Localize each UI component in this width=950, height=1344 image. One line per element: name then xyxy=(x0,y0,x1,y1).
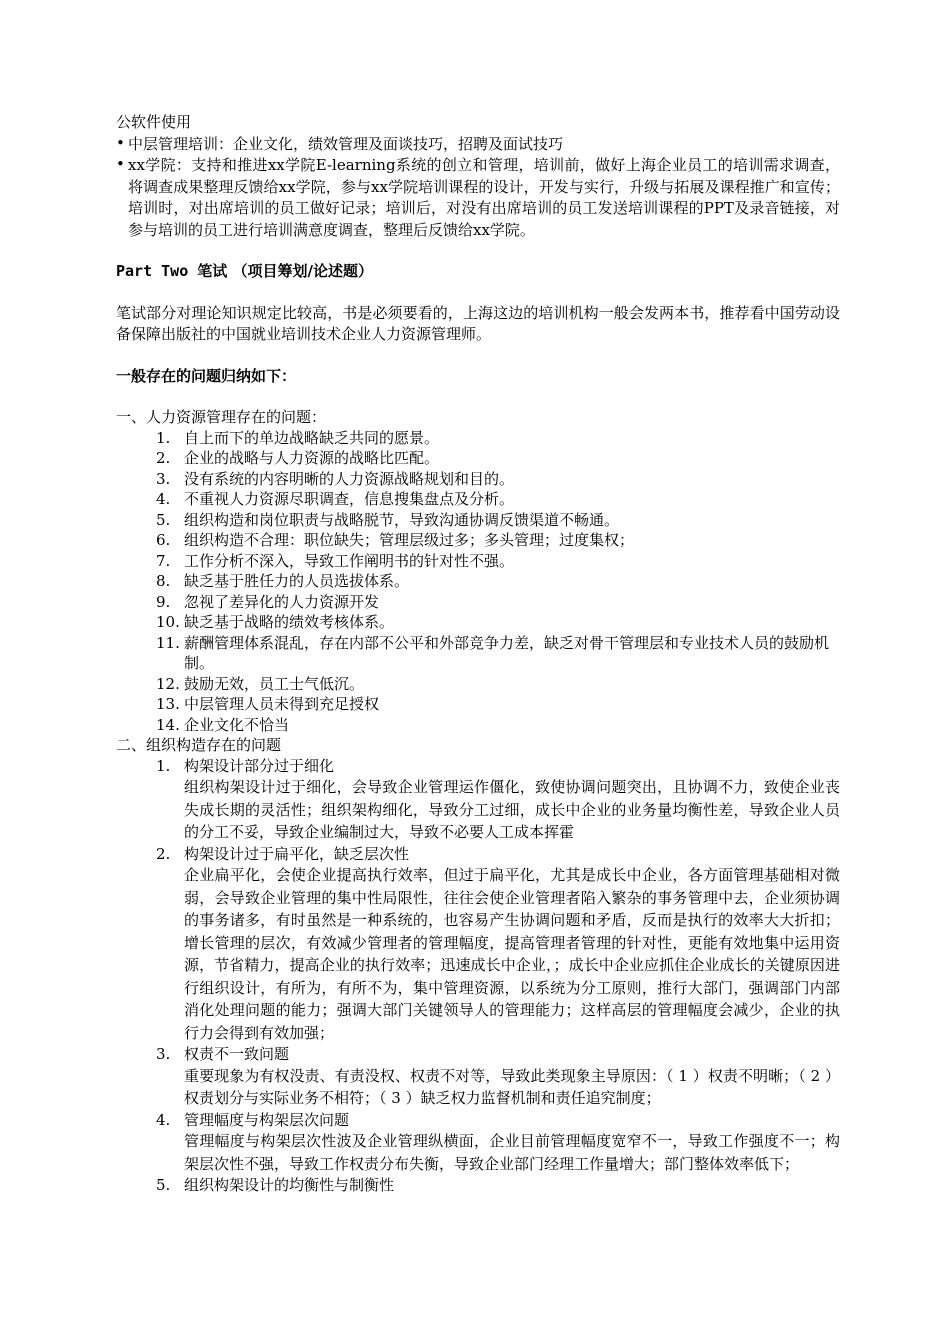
list-item xyxy=(156,844,840,865)
list-item-text: 企业文化不恰当 xyxy=(184,715,290,734)
list-item-number: 3. xyxy=(156,1045,171,1063)
list-item-text: 鼓励无效，员工士气低沉。 xyxy=(184,674,365,693)
part-two-heading-latin: Part Two xyxy=(116,262,198,280)
list-item-text: 自上而下的单边战略缺乏共同的愿景。 xyxy=(184,428,440,447)
list-item-number: 9. xyxy=(156,592,171,611)
section-2-title: 二、组织构造存在的问题 xyxy=(116,736,282,754)
bullet-icon: • xyxy=(116,133,125,152)
list-item-number: 13. xyxy=(156,695,180,713)
list-item-number: 4. xyxy=(156,490,171,508)
list-item xyxy=(156,469,840,490)
list-item xyxy=(156,510,840,531)
list-item xyxy=(156,1044,840,1065)
list-item xyxy=(156,756,840,777)
list-item-text: 企业的战略与人力资源的战略比匹配。 xyxy=(184,449,440,467)
list-item-number: 5. xyxy=(156,510,171,529)
list-item-number: 6. xyxy=(156,531,171,549)
part-two-heading xyxy=(116,261,840,283)
list-item-number: 1. xyxy=(156,428,171,447)
list-item xyxy=(156,448,840,469)
list-item-number: 14. xyxy=(156,715,180,734)
list-item xyxy=(156,1110,840,1131)
list-item-number: 7. xyxy=(156,551,171,570)
list-item xyxy=(156,633,840,674)
part-two-paragraph: 笔试部分对理论知识规定比较高，书是必须要看的，上海这边的培训机构一般会发两本书，推荐看中国劳动设备保障出版社的中国就业培训技术企业人力资源管理师。 xyxy=(116,303,840,343)
list-item-number: 2. xyxy=(156,449,171,467)
list-item-body: 组织构架设计过于细化，会导致企业管理运作僵化，致使协调问题突出，且协调不力，致使企业丧失成长期的灵活性；组织架构细化，导致分工过细，成长中企业的业务量均衡性差，导致企业人员的分工不妥，导致企业编制过大，导致不必要人工成本挥霍 xyxy=(184,778,840,841)
list-item-number: 5. xyxy=(156,1176,171,1194)
summary-heading: 一般存在的问题归纳如下： xyxy=(116,366,297,385)
list-item xyxy=(156,530,840,551)
list-item xyxy=(156,715,840,736)
list-item-text: 工作分析不深入，导致工作阐明书的针对性不强。 xyxy=(184,551,515,570)
list-item-text: 忽视了差异化的人力资源开发 xyxy=(184,592,380,611)
list-item-number: 4. xyxy=(156,1110,171,1129)
list-item-text: 不重视人力资源尽职调查，信息搜集盘点及分析。 xyxy=(184,490,515,508)
bullet-text: xx学院：支持和推进xx学院E-learning系统的创立和管理，培训前，做好上海企业员工的培训需求调查，将调查成果整理反馈给xx学院，参与xx学院培训课程的设计，开发与实行，升级与拓展及课程推广和宣传；培训时，对出席培训的员工做好记录；培训后，对没有出席培训的员工发送培训课程的PPT及录音链接，对参与培训的员工进行培训满意度调查，整理后反馈给xx学院。 xyxy=(128,156,840,239)
list-item-body: 企业扁平化，会使企业提高执行效率，但过于扁平化，尤其是成长中企业，各方面管理基础相对微弱，会导致企业管理的集中性局限性，往往会使企业管理者陷入繁杂的事务管理中去，企业须协调的事务诸多，有时虽然是一种系统的，也容易产生协调问题和矛盾，反而是执行的效率大大折扣；增长管理的层次，有效减少管理者的管理幅度，提高管理者管理的针对性，更能有效地集中运用资源，节省精力，提高企业的执行效率；迅速成长中企业，；成长中企业应抓住企业成长的关键原因进行组织设计，有所为，有所不为，集中管理资源，以系统为分工原则，推行大部门，强调部门内部消化处理问题的能力；强调大部门关键领导人的管理能力；这样高层的管理幅度会减少，企业的执行力会得到有效加强； xyxy=(184,866,840,1042)
list-item-text: 薪酬管理体系混乱，存在内部不公平和外部竞争力差，缺乏对骨干管理层和专业技术人员的鼓励机制。 xyxy=(184,633,830,672)
list-item-text: 中层管理人员未得到充足授权 xyxy=(184,695,380,713)
list-item-title: 组织构架设计的均衡性与制衡性 xyxy=(184,1176,395,1194)
list-item-number: 8. xyxy=(156,572,171,590)
list-item-title: 权责不一致问题 xyxy=(184,1045,290,1063)
list-item-title: 构架设计过于扁平化，缺乏层次性 xyxy=(184,844,410,863)
list-item-number: 3. xyxy=(156,469,171,488)
list-item-number: 12. xyxy=(156,674,180,693)
list-item xyxy=(156,612,840,633)
list-item-title: 构架设计部分过于细化 xyxy=(184,756,335,775)
section-1-list xyxy=(116,428,840,736)
list-item xyxy=(156,694,840,715)
list-item-text: 组织构造不合理：职位缺失；管理层级过多；多头管理；过度集权； xyxy=(184,531,635,549)
bullet-text: 中层管理培训：企业文化，绩效管理及面谈技巧，招聘及面试技巧 xyxy=(128,134,564,153)
list-item-body: 重要现象为有权没责、有责没权、权责不对等，导致此类现象主导原因：（ 1 ）权责不明晰；（ 2 ）权责划分与实际业务不相符；（ 3 ）缺乏权力监督机制和责任追究制度； xyxy=(184,1066,840,1107)
list-item xyxy=(156,592,840,613)
list-item xyxy=(156,428,840,449)
list-item-number: 2. xyxy=(156,844,171,863)
section-2-list xyxy=(116,756,840,1196)
list-item-body: 管理幅度与构架层次性波及企业管理纵横面，企业目前管理幅度宽窄不一，导致工作强度不一；构架层次性不强，导致工作权责分布失衡，导致企业部门经理工作量增大；部门整体效率低下； xyxy=(184,1132,840,1173)
part-two-heading-cjk: 笔试 （项目筹划/论述题） xyxy=(197,262,373,280)
list-item-text: 组织构造和岗位职责与战略脱节，导致沟通协调反馈渠道不畅通。 xyxy=(184,510,620,529)
bullet-item xyxy=(116,134,840,156)
list-item-number: 1. xyxy=(156,756,171,775)
list-item xyxy=(156,674,840,695)
list-item-text: 缺乏基于胜任力的人员选拔体系。 xyxy=(184,572,410,590)
bullet-icon: • xyxy=(116,155,125,173)
list-item xyxy=(156,551,840,572)
list-item-number: 10. xyxy=(156,613,180,631)
section-1-title: 一、人力资源管理存在的问题： xyxy=(116,408,327,426)
list-item-text: 缺乏基于战略的绩效考核体系。 xyxy=(184,613,395,631)
list-item xyxy=(156,1175,840,1196)
list-item-title: 管理幅度与构架层次问题 xyxy=(184,1110,350,1129)
list-item xyxy=(156,489,840,510)
list-item-text: 没有系统的内容明晰的人力资源战略规划和目的。 xyxy=(184,469,515,488)
bullet-item xyxy=(116,155,840,241)
list-item xyxy=(156,571,840,592)
list-item-number: 11. xyxy=(156,633,180,652)
intro-line: 公软件使用 xyxy=(116,113,192,131)
